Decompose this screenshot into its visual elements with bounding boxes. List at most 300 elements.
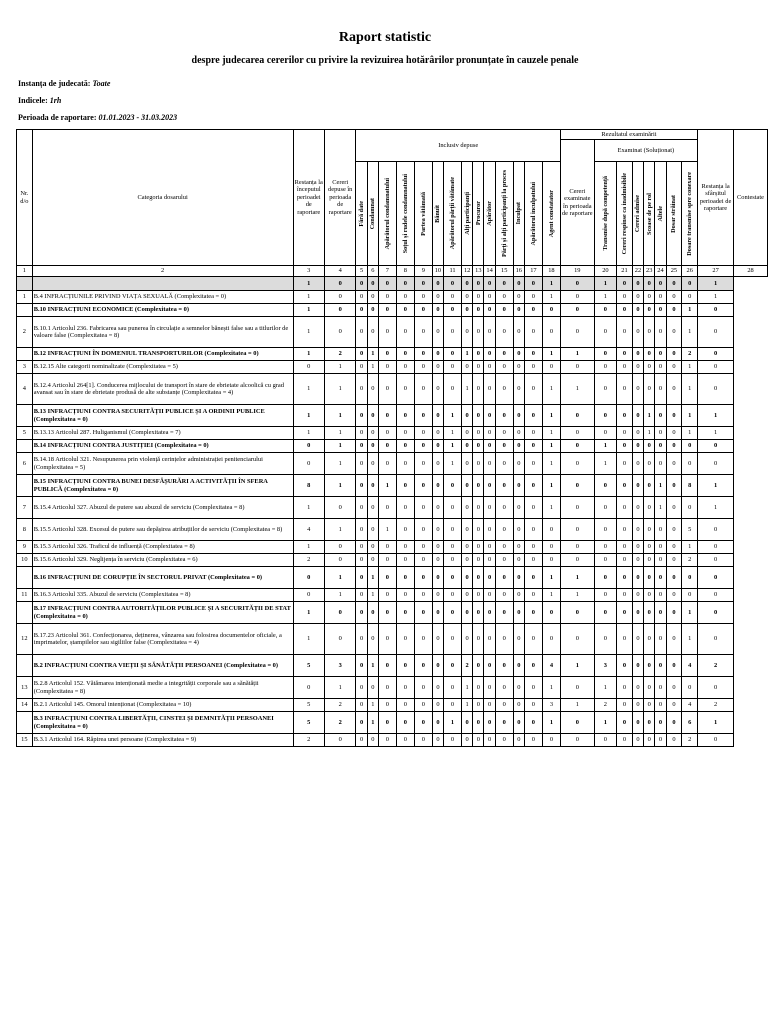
- table-row: [17, 712, 768, 734]
- meta-perioada-value: 01.01.2023 - 31.03.2023: [98, 113, 178, 122]
- row-value: 0: [655, 655, 666, 677]
- row-value: 8: [682, 475, 698, 497]
- row-value: 0: [513, 427, 524, 440]
- row-value: 2: [698, 699, 734, 712]
- table-row: [17, 405, 768, 427]
- row-value: 0: [617, 712, 633, 734]
- row-value: 0: [666, 655, 682, 677]
- row-category: B.4 INFRACȚIUNILE PRIVIND VIAȚA SEXUALĂ (Complexitatea = 0): [32, 291, 293, 304]
- row-value: 1: [682, 541, 698, 554]
- row-value: 0: [698, 734, 734, 747]
- row-value: 1: [367, 699, 378, 712]
- row-value: 0: [655, 734, 666, 747]
- row-value: 0: [367, 497, 378, 519]
- row-value: 0: [617, 655, 633, 677]
- row-value: 0: [513, 440, 524, 453]
- row-value: 1: [542, 497, 560, 519]
- row-value: 0: [513, 655, 524, 677]
- row-value: 0: [594, 317, 616, 348]
- row-value: 0: [617, 497, 633, 519]
- table-row: [17, 541, 768, 554]
- table-row: [17, 677, 768, 699]
- row-value: 1: [367, 655, 378, 677]
- row-value: 0: [513, 374, 524, 405]
- row-value: 0: [666, 304, 682, 317]
- row-value: 0: [495, 677, 513, 699]
- row-value: 5: [682, 519, 698, 541]
- col-inclusiv-label: Părți și alți participanți la proces: [500, 169, 508, 258]
- row-value: 0: [542, 541, 560, 554]
- row-value: 0: [666, 291, 682, 304]
- row-value: 2: [594, 699, 616, 712]
- row-category: B.13 INFRACȚIUNI CONTRA SECURITĂȚII PUBLICE ȘI A ORDINII PUBLICE (Complexitatea = 0): [32, 405, 293, 427]
- row-value: 0: [644, 291, 655, 304]
- row-value: 0: [462, 541, 473, 554]
- row-value: 0: [666, 567, 682, 589]
- table-row: [17, 427, 768, 440]
- report-subtitle: despre judecarea cererilor cu privire la revizuirea hotărârilor pronunțate în cauzele penale: [191, 55, 579, 66]
- row-value: 0: [594, 602, 616, 624]
- col-cereri-depuse-header: Cereri depuse în perioada de raportare: [324, 130, 355, 266]
- row-value: 1: [560, 348, 594, 361]
- row-value: 0: [367, 277, 378, 291]
- col-number: 17: [524, 266, 542, 277]
- row-value: 0: [513, 277, 524, 291]
- row-value: 0: [542, 317, 560, 348]
- row-nr: 13: [17, 677, 33, 699]
- col-number: 13: [473, 266, 484, 277]
- row-value: 0: [524, 475, 542, 497]
- row-value: 0: [356, 699, 367, 712]
- col-cereri-examinate-header: Cereri examinate în perioada de raportare: [560, 140, 594, 266]
- row-value: 0: [462, 712, 473, 734]
- row-value: 1: [560, 589, 594, 602]
- row-value: 0: [444, 677, 462, 699]
- row-value: 0: [524, 277, 542, 291]
- row-value: 1: [542, 440, 560, 453]
- row-value: 0: [378, 361, 396, 374]
- row-value: 0: [378, 440, 396, 453]
- row-value: 0: [414, 519, 432, 541]
- row-nr: [17, 712, 33, 734]
- row-value: 0: [666, 440, 682, 453]
- row-value: 0: [666, 317, 682, 348]
- row-value: 0: [617, 602, 633, 624]
- meta-indicele: [18, 96, 61, 105]
- row-value: 0: [473, 655, 484, 677]
- row-value: 0: [293, 440, 324, 453]
- row-value: 1: [293, 427, 324, 440]
- row-value: 0: [495, 624, 513, 655]
- row-value: 0: [473, 427, 484, 440]
- table-row: [17, 734, 768, 747]
- row-value: 0: [484, 374, 495, 405]
- row-value: 1: [560, 374, 594, 405]
- row-value: 1: [542, 567, 560, 589]
- col-examinat-label: Cereri admise: [634, 194, 642, 233]
- row-value: 0: [462, 602, 473, 624]
- row-value: 0: [356, 589, 367, 602]
- row-value: 0: [367, 427, 378, 440]
- row-value: 0: [594, 361, 616, 374]
- col-inclusiv-label: Apărătorul părții vătămate: [448, 177, 456, 250]
- row-value: 0: [414, 567, 432, 589]
- row-value: 4: [542, 655, 560, 677]
- row-value: 0: [484, 554, 495, 567]
- row-value: 0: [432, 624, 443, 655]
- row-value: 1: [542, 277, 560, 291]
- row-value: 0: [655, 699, 666, 712]
- row-value: 0: [655, 277, 666, 291]
- row-category: B.2.8 Articolul 152. Vătămarea intenționată medie a integrității corporale sau a sănătății (Complexitatea = 8): [32, 677, 293, 699]
- row-value: 0: [698, 677, 734, 699]
- row-value: 0: [513, 589, 524, 602]
- row-value: 0: [367, 374, 378, 405]
- col-number: 25: [666, 266, 682, 277]
- row-value: 5: [293, 699, 324, 712]
- row-value: 0: [513, 348, 524, 361]
- row-value: 0: [524, 734, 542, 747]
- row-value: 0: [682, 277, 698, 291]
- row-value: 0: [356, 497, 367, 519]
- row-value: 0: [617, 541, 633, 554]
- col-number: 24: [655, 266, 666, 277]
- table-row: [17, 361, 768, 374]
- row-value: 6: [682, 712, 698, 734]
- row-value: 0: [632, 475, 643, 497]
- row-value: 0: [444, 699, 462, 712]
- rezultat-examinarii-header: Rezultatul examinării: [560, 130, 697, 140]
- row-value: 2: [293, 734, 324, 747]
- row-value: 1: [698, 712, 734, 734]
- row-value: 0: [378, 304, 396, 317]
- row-value: 0: [655, 541, 666, 554]
- row-value: 0: [356, 624, 367, 655]
- row-value: 1: [542, 291, 560, 304]
- row-value: 0: [432, 734, 443, 747]
- row-value: 0: [495, 291, 513, 304]
- row-value: 0: [432, 304, 443, 317]
- row-category: B.15.5 Articolul 328. Excesul de putere sau depășirea atribuțiilor de serviciu (Complexitatea = 8): [32, 519, 293, 541]
- row-value: 1: [542, 712, 560, 734]
- col-number: 15: [495, 266, 513, 277]
- row-value: 0: [513, 734, 524, 747]
- report-table: [16, 129, 768, 747]
- row-value: 0: [462, 589, 473, 602]
- row-value: 0: [495, 427, 513, 440]
- row-value: 0: [513, 453, 524, 475]
- row-value: 0: [682, 497, 698, 519]
- row-value: 0: [632, 374, 643, 405]
- row-value: 0: [484, 291, 495, 304]
- row-value: 2: [682, 734, 698, 747]
- row-value: 0: [698, 519, 734, 541]
- row-value: 0: [513, 699, 524, 712]
- row-value: 0: [594, 554, 616, 567]
- row-value: 0: [666, 453, 682, 475]
- row-value: 0: [473, 304, 484, 317]
- row-value: 0: [473, 475, 484, 497]
- row-value: 0: [378, 602, 396, 624]
- row-value: 1: [682, 304, 698, 317]
- row-value: 1: [462, 374, 473, 405]
- row-value: 0: [655, 712, 666, 734]
- col-inclusiv-18-header: [542, 162, 560, 266]
- row-category: B.3.1 Articolul 164. Răpirea unei persoane (Complexitatea = 9): [32, 734, 293, 747]
- row-category: B.15 INFRACȚIUNI CONTRA BUNEI DESFĂȘURĂRI A ACTIVITĂȚII ÎN SFERA PUBLICĂ (Complexitatea = 0): [32, 475, 293, 497]
- col-categoria-header: Categoria dosarului: [32, 130, 293, 266]
- row-value: 0: [560, 317, 594, 348]
- col-inclusiv-6-header: [367, 162, 378, 266]
- row-value: 0: [473, 453, 484, 475]
- row-nr: 3: [17, 361, 33, 374]
- row-value: 0: [495, 602, 513, 624]
- row-value: 0: [414, 291, 432, 304]
- row-value: 0: [560, 453, 594, 475]
- row-value: 0: [396, 453, 414, 475]
- row-value: 0: [644, 497, 655, 519]
- row-value: 5: [293, 712, 324, 734]
- row-value: 0: [524, 348, 542, 361]
- row-category: B.15.6 Articolul 329. Neglijența în serviciu (Complexitatea = 6): [32, 554, 293, 567]
- row-value: 0: [698, 541, 734, 554]
- row-value: 0: [484, 497, 495, 519]
- table-row: [17, 277, 768, 291]
- row-value: 0: [617, 277, 633, 291]
- row-value: 0: [432, 567, 443, 589]
- row-value: 1: [682, 361, 698, 374]
- row-value: 0: [632, 291, 643, 304]
- row-value: 0: [473, 519, 484, 541]
- row-value: 1: [293, 374, 324, 405]
- row-value: 0: [356, 734, 367, 747]
- row-value: 0: [356, 453, 367, 475]
- col-number: 21: [617, 266, 633, 277]
- row-value: 0: [414, 554, 432, 567]
- row-value: 0: [513, 554, 524, 567]
- row-value: 0: [524, 554, 542, 567]
- row-nr: [17, 440, 33, 453]
- row-value: 0: [396, 405, 414, 427]
- row-category: B.14.18 Articolul 321. Nesupunerea prin violență cerințelor administrației penitenciarului (Complexitatea = 5): [32, 453, 293, 475]
- col-inclusiv-label: Procuror: [474, 201, 482, 226]
- row-value: 0: [432, 440, 443, 453]
- row-value: 0: [396, 554, 414, 567]
- col-inclusiv-label: Alți participanți: [463, 192, 471, 235]
- row-value: 0: [632, 277, 643, 291]
- row-value: 0: [524, 361, 542, 374]
- row-value: 0: [324, 497, 355, 519]
- row-value: 0: [617, 361, 633, 374]
- row-value: 0: [432, 554, 443, 567]
- row-value: 0: [495, 734, 513, 747]
- col-contestate-header: Contestate: [734, 130, 768, 266]
- row-value: 0: [698, 567, 734, 589]
- row-value: 0: [356, 427, 367, 440]
- row-value: 0: [666, 554, 682, 567]
- row-value: 0: [513, 497, 524, 519]
- row-value: 0: [560, 624, 594, 655]
- row-value: 0: [484, 541, 495, 554]
- row-value: 0: [484, 655, 495, 677]
- row-value: 0: [367, 291, 378, 304]
- row-value: 0: [524, 655, 542, 677]
- row-value: 0: [432, 453, 443, 475]
- row-value: 1: [324, 453, 355, 475]
- row-value: 0: [666, 405, 682, 427]
- row-value: 0: [356, 519, 367, 541]
- row-value: 0: [698, 317, 734, 348]
- row-value: 0: [396, 699, 414, 712]
- row-value: 0: [484, 361, 495, 374]
- row-value: 0: [473, 374, 484, 405]
- row-value: 0: [698, 554, 734, 567]
- row-value: 2: [462, 655, 473, 677]
- row-value: 2: [682, 348, 698, 361]
- row-value: 0: [444, 374, 462, 405]
- row-value: 1: [542, 475, 560, 497]
- row-value: 0: [444, 497, 462, 519]
- table-row: [17, 304, 768, 317]
- row-value: 1: [542, 677, 560, 699]
- row-value: 0: [495, 304, 513, 317]
- row-nr: 1: [17, 291, 33, 304]
- row-value: 0: [396, 567, 414, 589]
- row-value: 0: [644, 317, 655, 348]
- row-value: 0: [473, 348, 484, 361]
- row-value: 0: [432, 699, 443, 712]
- row-value: 1: [378, 519, 396, 541]
- row-value: 0: [524, 541, 542, 554]
- row-value: 0: [473, 589, 484, 602]
- row-value: 0: [356, 541, 367, 554]
- col-inclusiv-12-header: [462, 162, 473, 266]
- row-value: 1: [644, 427, 655, 440]
- row-value: 1: [444, 712, 462, 734]
- row-value: 0: [462, 317, 473, 348]
- col-inclusiv-label: Partea vătămată: [419, 191, 427, 236]
- row-value: 0: [484, 567, 495, 589]
- row-value: 0: [396, 589, 414, 602]
- row-value: 0: [462, 291, 473, 304]
- row-value: 0: [473, 277, 484, 291]
- row-value: 0: [617, 699, 633, 712]
- row-value: 0: [378, 348, 396, 361]
- row-value: 0: [356, 405, 367, 427]
- row-value: 1: [698, 405, 734, 427]
- row-value: 0: [444, 554, 462, 567]
- meta-instanta: [18, 79, 110, 88]
- row-value: 0: [698, 602, 734, 624]
- row-value: 0: [462, 304, 473, 317]
- row-value: 0: [666, 374, 682, 405]
- row-value: 0: [644, 554, 655, 567]
- row-value: 0: [356, 475, 367, 497]
- row-value: 0: [560, 677, 594, 699]
- row-nr: 14: [17, 699, 33, 712]
- row-value: 0: [414, 277, 432, 291]
- row-value: 0: [324, 541, 355, 554]
- row-value: 1: [324, 677, 355, 699]
- row-value: 0: [513, 291, 524, 304]
- row-value: 0: [367, 475, 378, 497]
- table-row: [17, 519, 768, 541]
- col-inclusiv-label: Apărătorul condamnatului: [383, 177, 391, 250]
- row-nr: 4: [17, 374, 33, 405]
- row-value: 0: [560, 541, 594, 554]
- row-value: 0: [644, 712, 655, 734]
- row-value: 0: [495, 317, 513, 348]
- row-value: 0: [378, 405, 396, 427]
- row-value: 0: [682, 677, 698, 699]
- row-value: 0: [513, 361, 524, 374]
- row-nr: [17, 348, 33, 361]
- row-value: 1: [324, 361, 355, 374]
- examinat-header: Examinat (Soluționat): [594, 140, 697, 162]
- row-value: 0: [462, 734, 473, 747]
- row-value: 0: [655, 519, 666, 541]
- row-value: 0: [378, 554, 396, 567]
- row-value: 0: [632, 589, 643, 602]
- row-value: 0: [666, 589, 682, 602]
- row-value: 0: [560, 475, 594, 497]
- table-row: [17, 317, 768, 348]
- row-value: 0: [356, 567, 367, 589]
- row-value: 1: [367, 567, 378, 589]
- row-value: 0: [644, 677, 655, 699]
- col-inclusiv-7-header: [378, 162, 396, 266]
- row-value: 0: [356, 361, 367, 374]
- row-value: 0: [542, 554, 560, 567]
- meta-instanta-value: Toate: [92, 79, 111, 88]
- row-value: 0: [666, 602, 682, 624]
- row-value: 0: [396, 712, 414, 734]
- row-value: 4: [682, 699, 698, 712]
- row-value: 0: [396, 541, 414, 554]
- row-value: 0: [293, 453, 324, 475]
- row-value: 0: [473, 699, 484, 712]
- row-value: 1: [367, 361, 378, 374]
- row-value: 0: [432, 677, 443, 699]
- row-value: 1: [655, 475, 666, 497]
- row-value: 1: [698, 475, 734, 497]
- col-examinat-21-header: [617, 162, 633, 266]
- row-value: 0: [632, 519, 643, 541]
- row-value: 0: [414, 541, 432, 554]
- table-row: [17, 453, 768, 475]
- col-examinat-20-header: [594, 162, 616, 266]
- row-value: 1: [367, 589, 378, 602]
- row-value: 0: [414, 677, 432, 699]
- row-value: 0: [484, 427, 495, 440]
- row-value: 0: [432, 405, 443, 427]
- row-value: 0: [378, 291, 396, 304]
- col-examinat-label: Transmise după competență: [601, 176, 609, 251]
- row-value: 1: [542, 348, 560, 361]
- row-category: B.12.4 Articolul 264[1]. Conducerea mijlocului de transport în stare de ebrietate alcoolică cu grad avansat sau în stare de ebrietate produsă de alte substanțe (Complexitatea = 4): [32, 374, 293, 405]
- col-number: 27: [698, 266, 734, 277]
- row-value: 0: [324, 277, 355, 291]
- row-value: 0: [444, 317, 462, 348]
- row-value: 0: [495, 405, 513, 427]
- row-value: 0: [432, 348, 443, 361]
- row-value: 0: [524, 602, 542, 624]
- row-value: 0: [698, 304, 734, 317]
- row-value: 0: [444, 277, 462, 291]
- col-inclusiv-label: Apărătorul inculpatului: [529, 181, 537, 246]
- row-value: 1: [542, 405, 560, 427]
- col-number: 22: [632, 266, 643, 277]
